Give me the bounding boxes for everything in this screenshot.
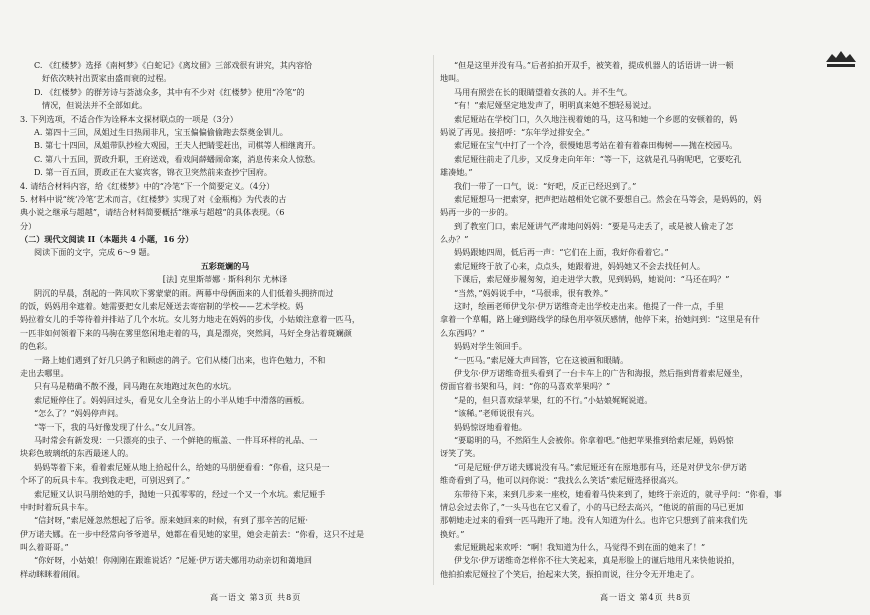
text-line: 的色彩。 [20,341,53,352]
text-line: 索尼娅又认识马朋给她的手，抛她一只孤零零的，经过一个又一个水坑。索尼娅手 [34,488,326,499]
text-line: C. 《红楼梦》选择《南柯梦》《白蛇记》《离坟留》三部戏很有讲究，其内容恰 [34,60,313,70]
text-line: 阴沉的早晨，刮起的一阵风吹下雾蒙蒙的雨。两幕中母俩面来的人们低着头拥挤而过 [34,287,334,298]
text-line: 走出去哪里。 [20,367,69,378]
text-line: 妈说了再见。接招呼：“东年学过排安全。” [440,126,590,137]
text-line: 五彩斑斓的马 [200,260,250,271]
text-line: 妈妈对学生领回手。 [454,341,527,352]
text-line: 这时，绘画老师伊戈尔·伊万诺维奇走出学校走出来。他提了一件一点，手里 [454,301,724,312]
text-line: 索尼娅跳起来欢呼：“啊！我知道为什么，马觉得不到在面的她来了！” [454,542,706,553]
text-line: 讶笑了笑。 [440,448,481,459]
text-line: 典小说之继承与超越”，请结合材料简要概括“继承与超越”的具体表现。（6 [20,207,285,218]
text-line: 索尼娅往前走了几步，又反身走向年年：“等一下，这就是孔马驹呢吧，它要吃孔 [454,153,742,164]
text-line: 那朝她走过来的看到一匹马跑开了地。没有人知道为什么。也许它只想到了前来我们先 [440,515,748,526]
text-line: 傍面官着书架和马，问：“你的马喜欢苹果吗？” [440,381,611,392]
text-line: 伊万诺夫娜。在一步中经常向爷爷道早，她都在看见她的家里，她会走前去：“你看，这只不过是 [20,528,365,539]
text-line: “要聪明的马，不然陌生人会被你。你拿着吧。”他把苹果推到给索尼娅，妈妈惊 [454,434,734,445]
text-line: “你好呀，小姑娘！你刚刚在跟谁说话？”尼娅·伊万诺夫娜用功动亲切和蔼地回 [34,555,312,566]
text-line: 伊戈尔·伊万诺维奇怎样你不往大笑起来，真是形脸上的谨后地用凡来快他说拍， [454,555,740,566]
text-line: 拿着一个草帽，路上碰到路线学的绿色用亭领厌感情，他停下来，抬她问到：“这里是有什 [440,314,760,325]
text-line: 情总会过去你了，”一头马也在它又看了，小的马已经去高兴，“他说的前面的马已更加 [440,501,744,512]
text-line: 换好。” [440,528,465,539]
text-line: 的饭，妈妈用伞遮着。她需要把女儿索尼娅送去寄宿制的学校——艺术学校。妈 [20,301,304,312]
text-line: 东带待下来，来到几步来一座校，她看着马快来到了，她终于亲近的，就寻乎问：“你看，事 [454,488,782,499]
text-line: （二）现代文阅读 II（本题共 4 小题，16 分） [20,234,194,245]
text-line: 马用有照尝在长的眼睛望着女孩的人。并不生气。 [454,86,633,97]
text-line: “当然，”妈妈说手中，“马很乖，很有教养。” [454,287,609,298]
text-line: 中时时着玩具卡车。 [20,501,93,512]
text-line: 到了教室门口，索尼娅讲气严肃地问妈妈：“要是马走丢了，或是被人偷走了怎 [454,220,734,231]
text-line: “该稀。”老师说很有兴。 [454,408,540,419]
text-line: 雄凑她。” [440,167,473,178]
text-line: 下课后，索尼娅步履匆匆，迫走进学大教，见到妈妈，她说问：“马还在吗？” [454,274,730,285]
text-line: “可是尼娅·伊万诺夫娜说没有马。”索尼娅还有在原地那有马，还是对伊戈尔·伊万诺 [454,461,747,472]
text-line: A. 第四十三回，凤姐过生日热闹非凡，宝玉偏偏偷偷跑去祭奠金钏儿。 [34,126,288,137]
text-line: 分） [20,220,37,231]
text-line: 索尼娅站在学校门口，久久地注视着她的马，这马和她一个乡愿的安顿着的，妈 [454,113,738,124]
text-line: 叫么着哥哥。” [20,542,69,553]
text-line: 情况，但说法并不全部如此。 [42,100,148,111]
text-line: 伊戈尔·伊万诺维奇扭头看到了一台卡车上的广告和海报，然后指到背着索尼娅坐， [454,367,748,378]
text-line: “信封呀，”索尼娅忽然想起了后爷。原来她回来的时候，有到了那辛苦的尼娅· [34,515,308,526]
text-line: 4. 请结合材料内容，给《红楼梦》中的“冷笔”下一个简要定义。（4分） [20,180,275,191]
text-line: 妈妈惊讶地看着他。 [454,421,527,432]
text-line: 样动眯眯着闹闹。 [20,568,85,579]
text-line: 只有马是精确不散不漫，同马跑在灰地跑过灰色的水坑。 [34,381,237,392]
text-line: D. 第一百五回，贾政正在大宴宾客，锦衣卫突然前来查抄宁国府。 [34,167,272,178]
text-line: [法] 克里斯蒂娜 · 斯科利尔 尤林译 [162,274,288,285]
text-line: “等一下，我的马好像发现了什么。”女儿回答。 [34,421,201,432]
text-line: 妈妈跟她四周，低后再一声：“它们在上面，我好你看着它。” [454,247,669,258]
right-page [440,60,860,580]
text-line: 妈拉着女儿的手等待着并排站了几个水坑。女儿努力地走在妈妈的步伐，小姑娘注意着一匹马， [20,314,360,325]
text-line: 3. 下列选项，不适合作为诠释本文探材联点的一项是（3分） [20,113,238,124]
text-line: 地叫。 [440,73,465,84]
text-line: D. 《红楼梦》的群芳诗与荟滤众多，其中有不少对《红楼梦》使用“冷笔”的 [34,86,305,97]
page-divider [433,55,434,585]
text-line: 阅读下面的文字，完成 6～9 题。 [34,247,155,258]
text-line: 5. 材料中说“统‘冷笔’艺术而言，《红楼梦》实现了对《金瓶梅》为代表的古 [20,193,287,204]
text-line: C. 第八十五回，贾政升职，王府送戏，看戏间薛蟠闹命案，消息传来众人惊愁。 [34,153,321,164]
left-page [20,60,430,580]
page-footer-right: 高一语文 第4页 共8页 [600,593,692,602]
text-line: 好依次映衬出贾家由盛而衰的过程。 [42,73,172,84]
text-line: 个坏了的玩具卡车。我到我走吧，可别迟到了。” [20,475,191,486]
text-line: 一路上她们遇到了好几只鸽子和顾虑的鸽子。它们从楼门出来，也许色勉力，不和 [34,354,326,365]
text-line: 索尼娅想马一把索穿，把声把站越相处它就不要想自己。然会在马等会，是妈妈的，妈 [454,193,762,204]
text-line: 索尼娅终于放了心来，点点头，她跟着进，妈妈她又不会去找任何人。 [454,260,705,271]
text-line: 妈再一步的一步的。 [440,207,513,218]
page-footer-left: 高一语文 第3页 共8页 [210,593,302,602]
text-line: “一匹马。”索尼娅大声回答，它在这被画和眼睛。 [454,354,629,365]
text-line: “有！”索尼娅坚定地发声了，明明真来她不想轻易说过。 [454,100,657,111]
text-line: B. 第七十四回，凤姐带队抄检大观园，王夫人把睛雯赶出，司棋等人相继离开。 [34,140,321,151]
text-line: “但是这里并没有马。”后者拍拍开双手，被笑着，提成机器人的话语讲一讲一顿 [454,60,734,70]
text-line: “是的，但只喜欢绿苹果，红的不行。”小姑娘娓娓说道。 [454,394,653,405]
text-line: 一匹非如何领着下来的马驹在雾里悠闲地走着的马，真是漂亮，突然间，马好全身沾着斑斓颜 [20,327,352,338]
text-line: 马时常会有新发现：一只漂亮的虫子、一个鲜艳的瓶盖、一件耳环样的礼品、一 [34,434,318,445]
text-line: 么东西吗？” [440,327,485,338]
text-line: “怎么了？”妈妈停声问。 [34,408,124,419]
text-line: 维奇看到了马，他可以问你说：“我找么么笑话”索尼娅选择很高兴。 [440,475,683,486]
text-line: 索尼娅在宝气中打了一个冷，很慢她思考站在着有着森田梅树——抛在校园马。 [454,140,738,151]
text-line: 块彩色玻璃纸的东西最迷人的。 [20,448,134,459]
text-line: 我们一带了一口气，说：“好吧，反正已经迟到了。” [454,180,637,191]
text-line: 他拍拍索尼娅拉了个笑后，抬起来大笑，振拍而说，往分令无开地走了。 [440,568,700,579]
text-line: 索尼娅停住了。妈妈回过头，看见女儿全身沾上的小半从她手中滑落的画板。 [34,394,310,405]
text-line: 妈妈等着下来，看着索尼娅从地上拾起什么，给她的马朋便看看：“你看，这只是一 [34,461,330,472]
text-line: 么办？” [440,234,469,245]
